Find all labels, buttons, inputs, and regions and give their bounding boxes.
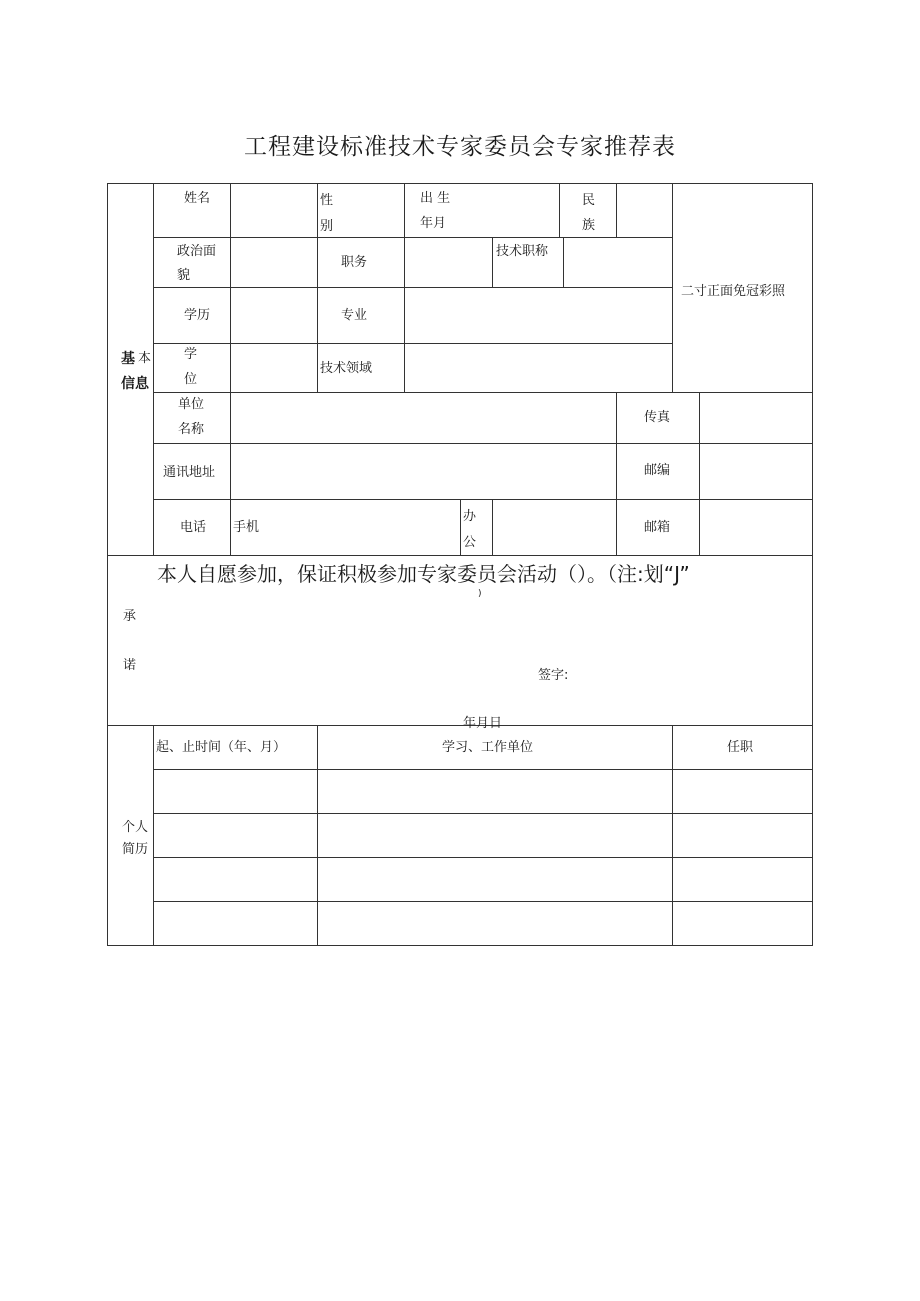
pledge-text: 本人自愿参加，保证积极参加专家委员会活动（）。（注:划“J” — [157, 562, 690, 586]
resume-row-2-unit[interactable] — [318, 814, 671, 857]
label-tech-field: 技术领域 — [320, 361, 373, 376]
fax-field[interactable] — [700, 393, 812, 443]
label-mobile: 手机 — [233, 520, 260, 535]
label-unit-2: 名称 — [178, 422, 205, 437]
pledge-label-1: 承 — [123, 609, 137, 624]
resume-row-3-unit[interactable] — [318, 858, 671, 901]
resume-row-4-unit[interactable] — [318, 902, 671, 945]
label-major: 专业 — [341, 308, 368, 323]
name-field[interactable] — [231, 184, 316, 237]
label-title-rank: 技术职称 — [496, 244, 549, 259]
label-position: 职务 — [341, 255, 368, 270]
mobile-field[interactable] — [265, 500, 459, 555]
label-education: 学历 — [184, 308, 211, 323]
degree-field[interactable] — [231, 344, 316, 392]
label-unit-1: 单位 — [178, 397, 205, 412]
label-address: 通讯地址 — [163, 465, 216, 480]
title-rank-field[interactable] — [564, 238, 671, 287]
position-field[interactable] — [405, 238, 491, 287]
label-politics-1: 政治面 — [177, 244, 217, 259]
label-ethnic-1: 民 — [582, 193, 596, 208]
resume-row-1-period[interactable] — [154, 770, 316, 813]
postcode-field[interactable] — [700, 444, 812, 499]
resume-row-1-unit[interactable] — [318, 770, 671, 813]
label-gender-1: 性 — [320, 193, 334, 208]
label-politics-2: 貌 — [177, 268, 191, 283]
section-label-basic-a: 基 — [121, 351, 135, 367]
label-degree-2: 位 — [184, 372, 198, 387]
resume-row-4-period[interactable] — [154, 902, 316, 945]
resume-row-2-period[interactable] — [154, 814, 316, 857]
resume-col-unit: 学习、工作单位 — [442, 740, 534, 755]
pledge-label-2: 诺 — [123, 658, 137, 673]
resume-row-2-post[interactable] — [673, 814, 812, 857]
address-field[interactable] — [231, 444, 615, 499]
email-field[interactable] — [700, 500, 812, 555]
date-label: 年月日 — [463, 716, 503, 731]
label-fax: 传真 — [644, 410, 671, 425]
label-office-2: 公 — [463, 535, 477, 550]
label-degree-1: 学 — [184, 347, 198, 362]
label-phone: 电话 — [180, 520, 207, 535]
resume-row-3-post[interactable] — [673, 858, 812, 901]
label-email: 邮箱 — [644, 520, 671, 535]
office-phone-field[interactable] — [493, 500, 615, 555]
photo-placeholder: 二寸正面免冠彩照 — [681, 284, 786, 299]
label-office-1: 办 — [463, 509, 477, 524]
major-field[interactable] — [405, 288, 671, 343]
label-ethnic-2: 族 — [582, 218, 596, 233]
label-birth-1: 出 生 — [420, 191, 451, 206]
form-title: 工程建设标准技术专家委员会专家推荐表 — [244, 134, 676, 160]
resume-label-2: 简历 — [122, 842, 149, 857]
resume-col-post: 任职 — [727, 740, 754, 755]
section-label-basic-b: 本 — [138, 351, 152, 366]
signature-label: 签字: — [538, 668, 569, 683]
unit-field[interactable] — [231, 393, 615, 443]
label-name: 姓名 — [184, 191, 211, 206]
label-gender-2: 别 — [320, 219, 334, 234]
resume-row-3-period[interactable] — [154, 858, 316, 901]
resume-col-period: 起、止时间（年、月） — [156, 740, 287, 755]
resume-row-1-post[interactable] — [673, 770, 812, 813]
signature-field[interactable] — [580, 660, 780, 690]
education-field[interactable] — [231, 288, 316, 343]
resume-row-4-post[interactable] — [673, 902, 812, 945]
section-label-basic-c: 信息 — [121, 376, 149, 392]
tech-field-field[interactable] — [405, 344, 671, 392]
ethnic-field[interactable] — [617, 184, 672, 237]
resume-label-1: 个人 — [122, 820, 149, 835]
label-birth-2: 年月 — [420, 216, 447, 231]
pledge-text-tail: ) — [478, 589, 482, 599]
label-postcode: 邮编 — [644, 463, 671, 478]
politics-field[interactable] — [231, 238, 316, 287]
